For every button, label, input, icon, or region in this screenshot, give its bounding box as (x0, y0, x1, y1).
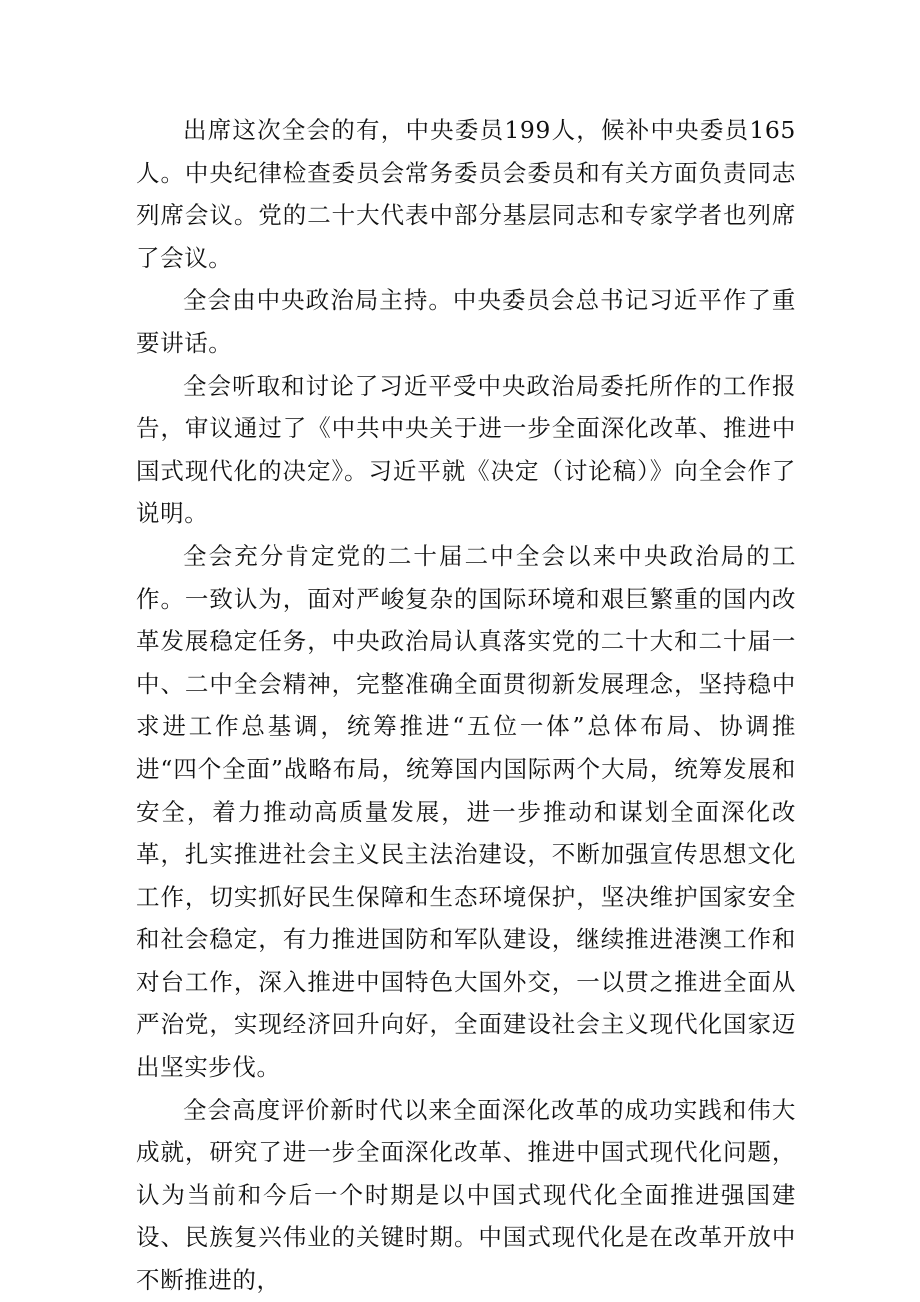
paragraph-report: 全会听取和讨论了习近平受中央政治局委托所作的工作报告，审议通过了《中共中央关于进一步全面深化改革、推进中国式现代化的决定》。习近平就《决定（讨论稿）》向全会作了说明。 (136, 371, 796, 528)
paragraph-attendance: 出席这次全会的有，中央委员199人，候补中央委员165人。中央纪律检查委员会常务委员会委员和有关方面负责同志列席会议。党的二十大代表中部分基层同志和专家学者也列席了会议。 (136, 116, 796, 272)
paragraph-chair: 全会由中央政治局主持。中央委员会总书记习近平作了重要讲话。 (136, 286, 796, 357)
paragraph-affirmation: 全会充分肯定党的二十届二中全会以来中央政治局的工作。一致认为，面对严峻复杂的国际环境和艰巨繁重的国内改革发展稳定任务，中央政治局认真落实党的二十大和二十届一中、二中全会精神，完整准确全面贯彻新发展理念，坚持稳中求进工作总基调，统筹推进“五位一体”总体布局、协调推进“四个全面”战略布局，统筹国内国际两个大局，统筹发展和安全，着力推动高质量发展，进一步推动和谋划全面深化改革，扎实推进社会主义民主法治建设，不断加强宣传思想文化工作，切实抓好民生保障和生态环境保护，坚决维护国家安全和社会稳定，有力推进国防和军队建设，继续推进港澳工作和对台工作，深入推进中国特色大国外交，一以贯之推进全面从严治党，实现经济回升向好，全面建设社会主义现代化国家迈出坚实步伐。 (136, 541, 796, 1082)
paragraph-reform: 全会高度评价新时代以来全面深化改革的成功实践和伟大成就，研究了进一步全面深化改革、推进中国式现代化问题，认为当前和今后一个时期是以中国式现代化全面推进强国建设、民族复兴伟业的关键时期。中国式现代化是在改革开放中不断推进的， (136, 1095, 796, 1295)
document-body (136, 109, 796, 1302)
